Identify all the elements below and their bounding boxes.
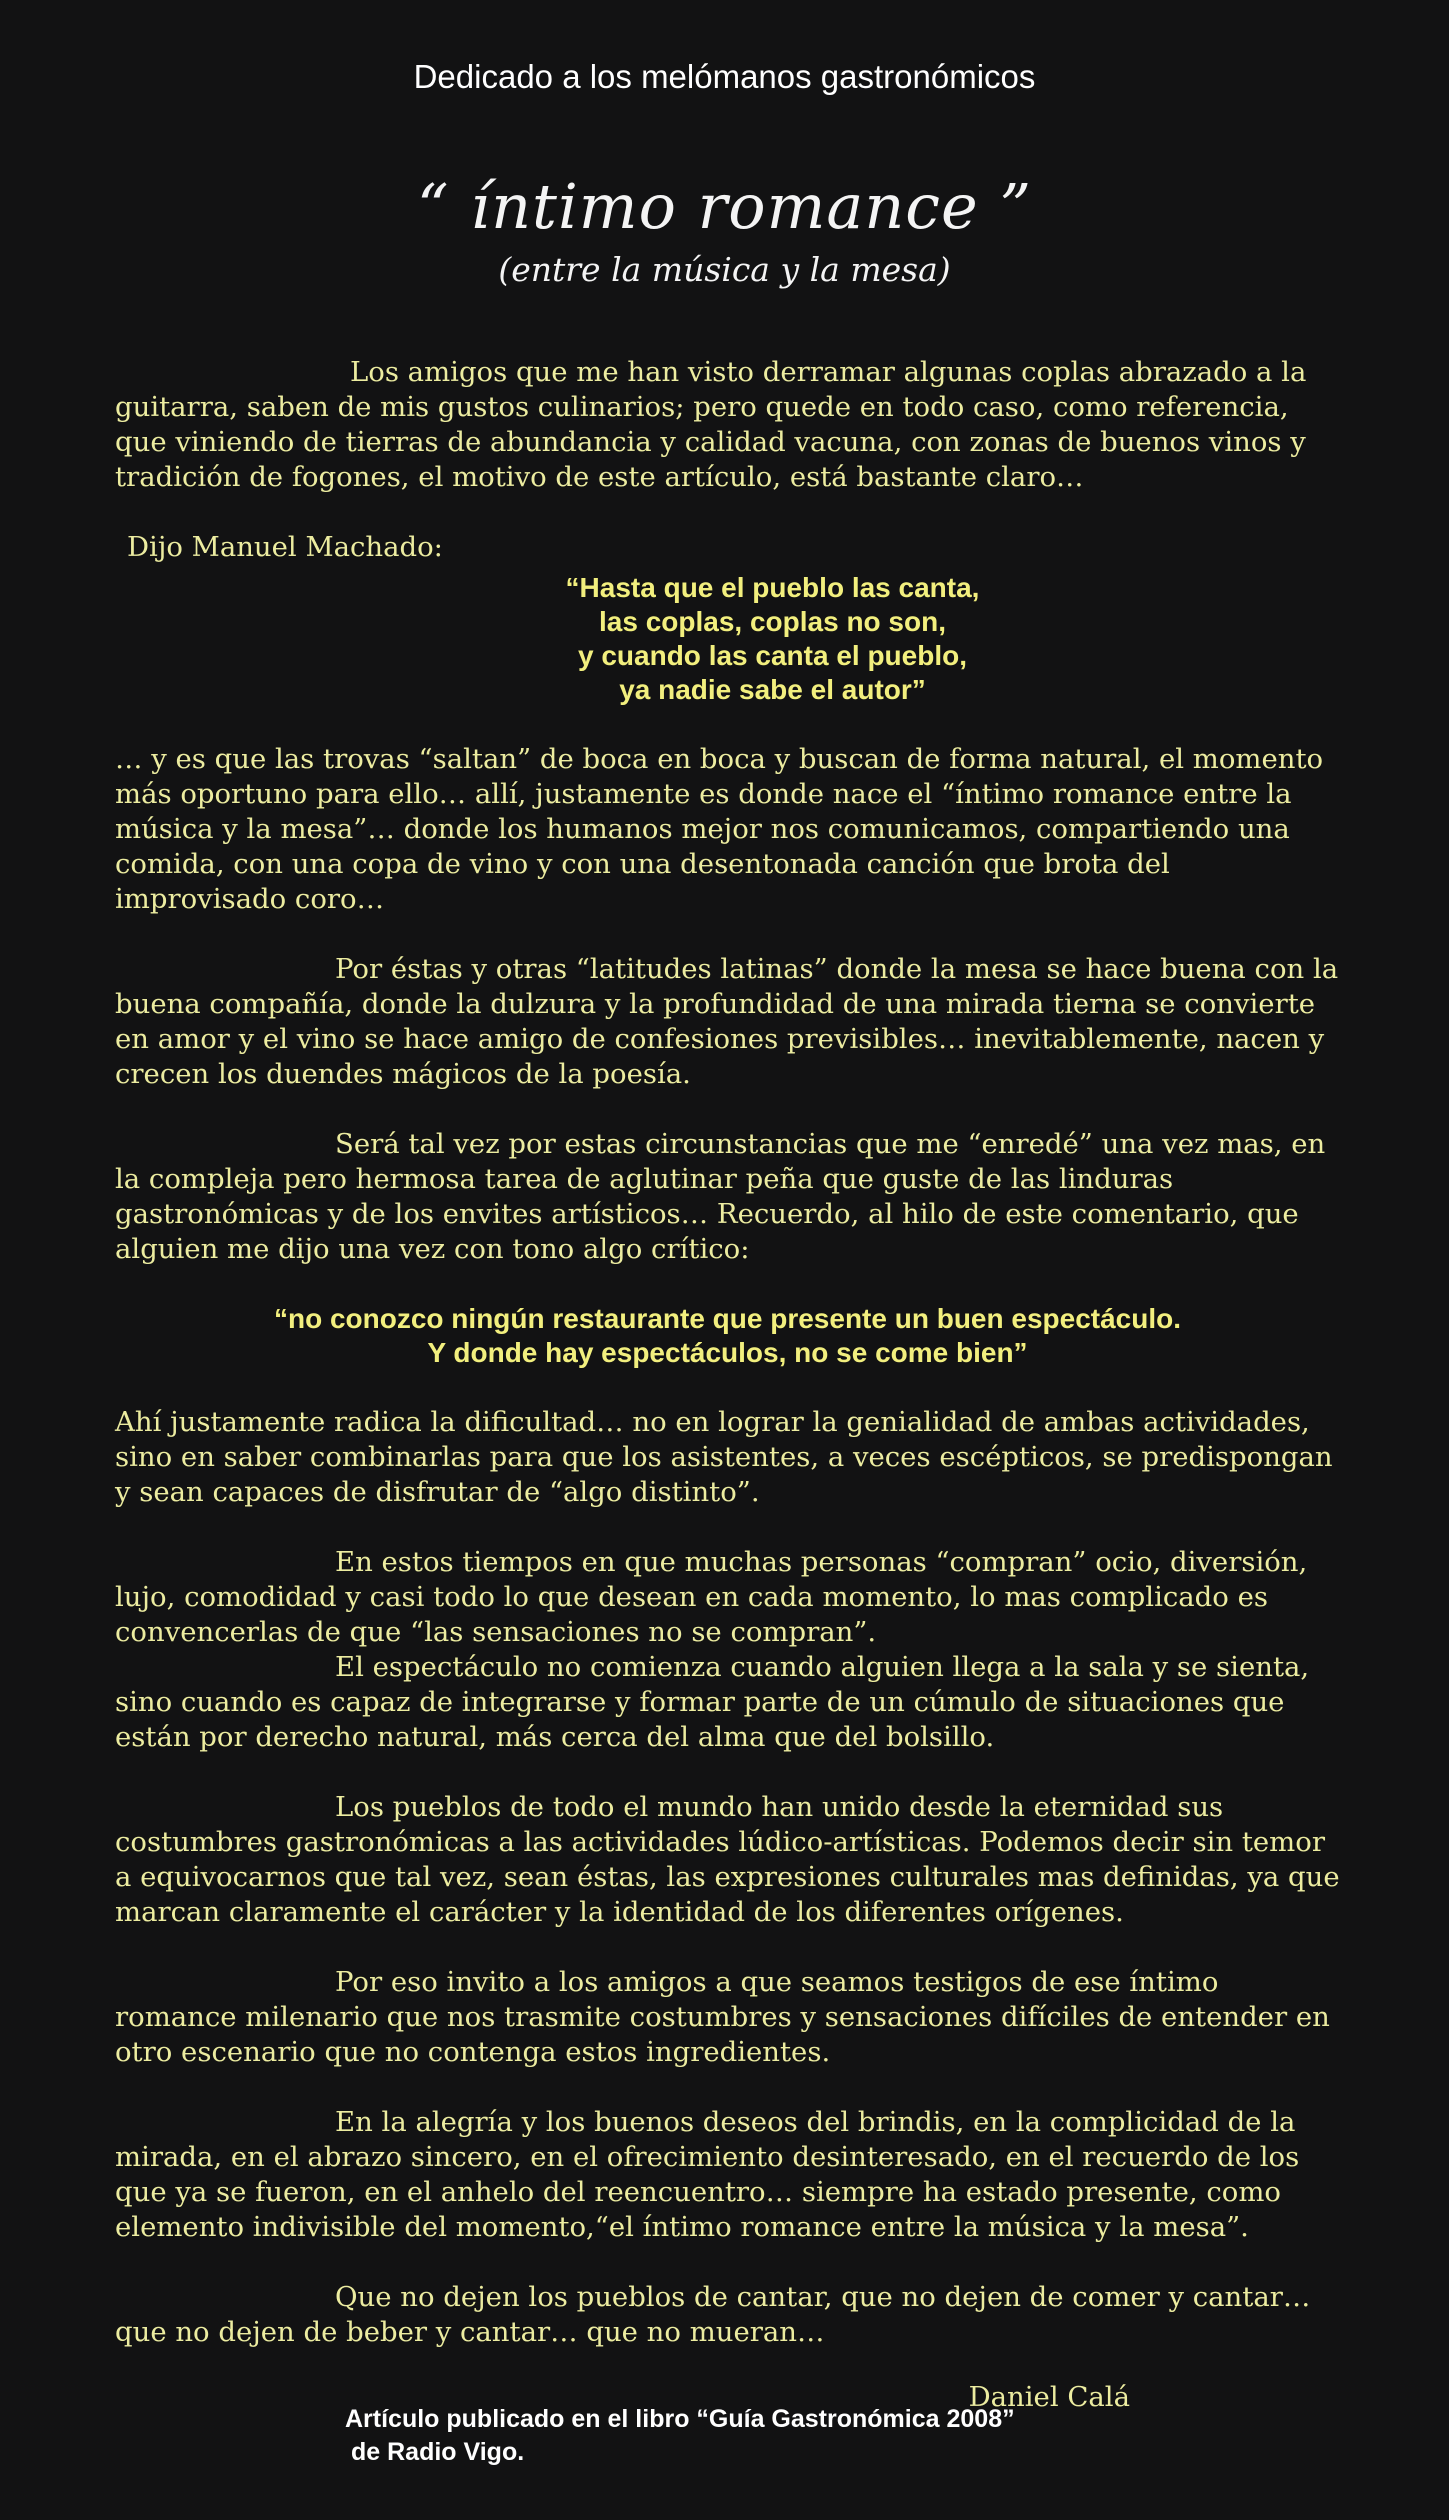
- paragraph-intro: Los amigos que me han visto derramar algunas coplas abrazado a la guitarra, saben de mis gustos culinarios; pero quede en todo caso, como referencia, que viniendo de tierras de abundancia y calidad vacuna, con zonas de buenos vinos y tradición de fogones, el motivo de este artículo, está bastante claro…: [115, 356, 1307, 493]
- footer-line: Artículo publicado en el libro “Guía Gastronómica 2008”: [345, 2405, 1015, 2433]
- paragraph-pueblos: Los pueblos de todo el mundo han unido desde la eternidad sus costumbres gastronómicas a las actividades lúdico-artísticas. Podemos decir sin temor a equivocarnos que tal vez, sean éstas, las expresiones culturales mas definidas, ya que marcan claramente el carácter y la identidad de los diferentes orígenes.: [115, 1791, 1340, 1928]
- critic-quote: [115, 1302, 1340, 1370]
- article-body: [115, 355, 1340, 2415]
- paragraph-espectaculo: El espectáculo no comienza cuando alguien llega a la sala y se sienta, sino cuando es capaz de integrarse y formar parte de un cúmulo de situaciones que están por derecho natural, más cerca del alma que del bolsillo.: [115, 1651, 1310, 1753]
- machado-quote: [115, 571, 1340, 707]
- paragraph-brindis: En la alegría y los buenos deseos del brindis, en la complicidad de la mirada, en el abrazo sincero, en el ofrecimiento desinteresado, en el recuerdo de los que ya se fueron, en el anhelo del reencuentro… siempre ha estado presente, como elemento indivisible del momento,“el íntimo romance entre la música y la mesa”.: [115, 2106, 1300, 2243]
- quote-line: ya nadie sabe el autor”: [619, 674, 926, 705]
- publication-note: [345, 2403, 1015, 2469]
- article-title: “ íntimo romance ”: [416, 170, 1033, 243]
- machado-intro: Dijo Manuel Machado:: [127, 531, 443, 563]
- quote-line: “Hasta que el pueblo las canta,: [565, 572, 980, 603]
- quote-line: Y donde hay espectáculos, no se come bien”: [427, 1337, 1028, 1368]
- footer-line: de Radio Vigo.: [351, 2438, 525, 2466]
- paragraph-invito: Por eso invito a los amigos a que seamos testigos de ese íntimo romance milenario que nos trasmite costumbres y sensaciones difíciles de entender en otro escenario que no contenga estos ingredientes.: [115, 1966, 1330, 2068]
- quote-line: y cuando las canta el pueblo,: [578, 640, 967, 671]
- paragraph-trovas: … y es que las trovas “saltan” de boca en boca y buscan de forma natural, el momento más oportuno para ello… allí, justamente es donde nace el “íntimo romance entre la música y la mesa”… donde los humanos mejor nos comunicamos, compartiendo una comida, con una copa de vino y con una desentonada canción que brota del improvisado coro…: [115, 743, 1324, 915]
- article-subtitle: (entre la música y la mesa): [498, 250, 951, 289]
- paragraph-sensaciones: En estos tiempos en que muchas personas “compran” ocio, diversión, lujo, comodidad y casi todo lo que desean en cada momento, lo mas complicado es convencerlas de que “las sensaciones no se compran”.: [115, 1546, 1308, 1648]
- quote-line: “no conozco ningún restaurante que presente un buen espectáculo.: [273, 1303, 1182, 1334]
- paragraph-dificultad: Ahí justamente radica la dificultad… no en lograr la genialidad de ambas actividades, sino en saber combinarlas para que los asistentes, a veces escépticos, se predispongan y sean capaces de disfrutar de “algo distinto”.: [115, 1406, 1333, 1508]
- paragraph-cantar: Que no dejen los pueblos de cantar, que no dejen de comer y cantar… que no dejen de beber y cantar… que no mueran…: [115, 2281, 1311, 2348]
- dedication-line: Dedicado a los melómanos gastronómicos: [413, 58, 1036, 95]
- paragraph-latitudes: Por éstas y otras “latitudes latinas” donde la mesa se hace buena con la buena compañía, donde la dulzura y la profundidad de una mirada tierna se convierte en amor y el vino se hace amigo de confesiones previsibles… inevitablemente, nacen y crecen los duendes mágicos de la poesía.: [115, 953, 1339, 1090]
- author-signature: Daniel Calá: [968, 2381, 1130, 2413]
- paragraph-enrede: Será tal vez por estas circunstancias que me “enredé” una vez mas, en la compleja pero hermosa tarea de aglutinar peña que guste de las linduras gastronómicas y de los envites artísticos… Recuerdo, al hilo de este comentario, que alguien me dijo una vez con tono algo crítico:: [115, 1128, 1326, 1265]
- quote-line: las coplas, coplas no son,: [599, 606, 946, 637]
